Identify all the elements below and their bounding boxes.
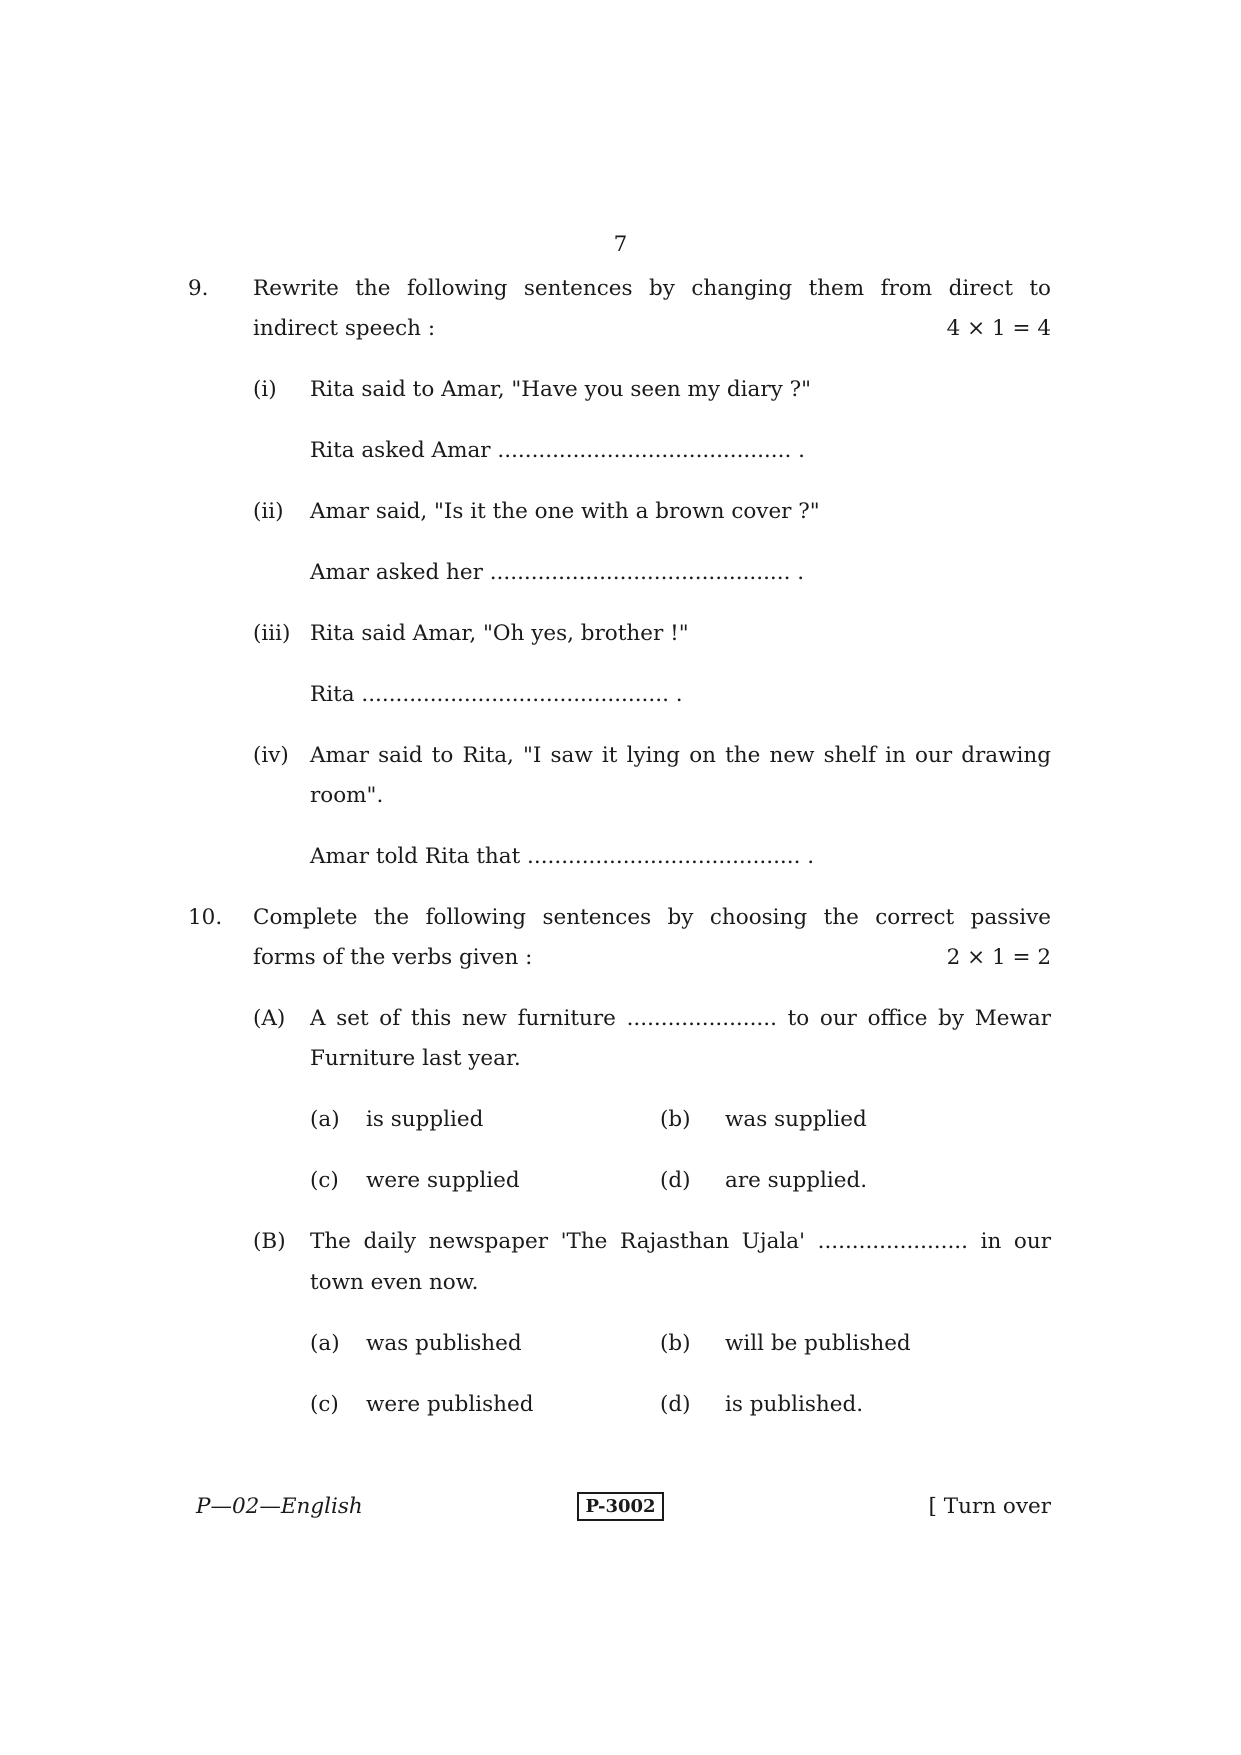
part-label: (A) <box>253 1006 286 1031</box>
part-text-line: Furniture last year. <box>310 1046 521 1071</box>
option-label: (b) <box>660 1107 691 1132</box>
item-prompt: Rita said Amar, "Oh yes, brother !" <box>310 621 689 646</box>
option-label: (a) <box>310 1331 340 1356</box>
question-number: 10. <box>188 905 223 930</box>
item-label: (i) <box>253 377 277 402</box>
item-prompt: Rita said to Amar, "Have you seen my diary ?" <box>310 377 812 402</box>
question-number: 9. <box>188 276 209 301</box>
paper-code-box <box>0 1492 1241 1521</box>
option-label: (d) <box>660 1168 691 1193</box>
option-label: (a) <box>310 1107 340 1132</box>
paper-code: P-3002 <box>577 1492 663 1521</box>
question-text-line: Rewrite the following sentences by changing them from direct to <box>253 276 1051 301</box>
option-text: is supplied <box>366 1107 484 1132</box>
option-text: are supplied. <box>725 1168 868 1193</box>
option-label: (b) <box>660 1331 691 1356</box>
option-text: is published. <box>725 1392 864 1417</box>
item-label: (iv) <box>253 743 289 768</box>
part-text-line: A set of this new furniture ...................... to our office by Mewar <box>310 1006 1051 1031</box>
question-text-line: indirect speech : <box>253 316 436 341</box>
option-text: will be published <box>725 1331 911 1356</box>
marks-allocation: 4 × 1 = 4 <box>946 316 1051 341</box>
question-text-line: forms of the verbs given : <box>253 945 533 970</box>
item-label: (iii) <box>253 621 291 646</box>
item-prompt: Amar said, "Is it the one with a brown cover ?" <box>310 499 820 524</box>
option-text: was supplied <box>725 1107 867 1132</box>
option-label: (c) <box>310 1168 339 1193</box>
option-label: (d) <box>660 1392 691 1417</box>
item-answer-line: Amar asked her ............................................ . <box>310 560 805 585</box>
item-label: (ii) <box>253 499 284 524</box>
turn-over-note: [ Turn over <box>928 1494 1051 1519</box>
page-number: 7 <box>613 232 628 257</box>
option-text: were supplied <box>366 1168 520 1193</box>
part-label: (B) <box>253 1229 286 1254</box>
option-text: were published <box>366 1392 534 1417</box>
item-prompt: room". <box>310 783 384 808</box>
item-answer-line: Rita asked Amar ........................................... . <box>310 438 805 463</box>
question-text-line: Complete the following sentences by choosing the correct passive <box>253 905 1051 930</box>
option-text: was published <box>366 1331 522 1356</box>
option-label: (c) <box>310 1392 339 1417</box>
item-answer-line: Amar told Rita that ........................................ . <box>310 844 815 869</box>
item-answer-line: Rita ............................................. . <box>310 682 683 707</box>
part-text-line: town even now. <box>310 1270 479 1295</box>
paper-subject: P—02—English <box>196 1494 363 1519</box>
item-prompt: Amar said to Rita, "I saw it lying on the new shelf in our drawing <box>310 743 1051 768</box>
part-text-line: The daily newspaper 'The Rajasthan Ujala' ...................... in our <box>310 1229 1051 1254</box>
marks-allocation: 2 × 1 = 2 <box>946 945 1051 970</box>
